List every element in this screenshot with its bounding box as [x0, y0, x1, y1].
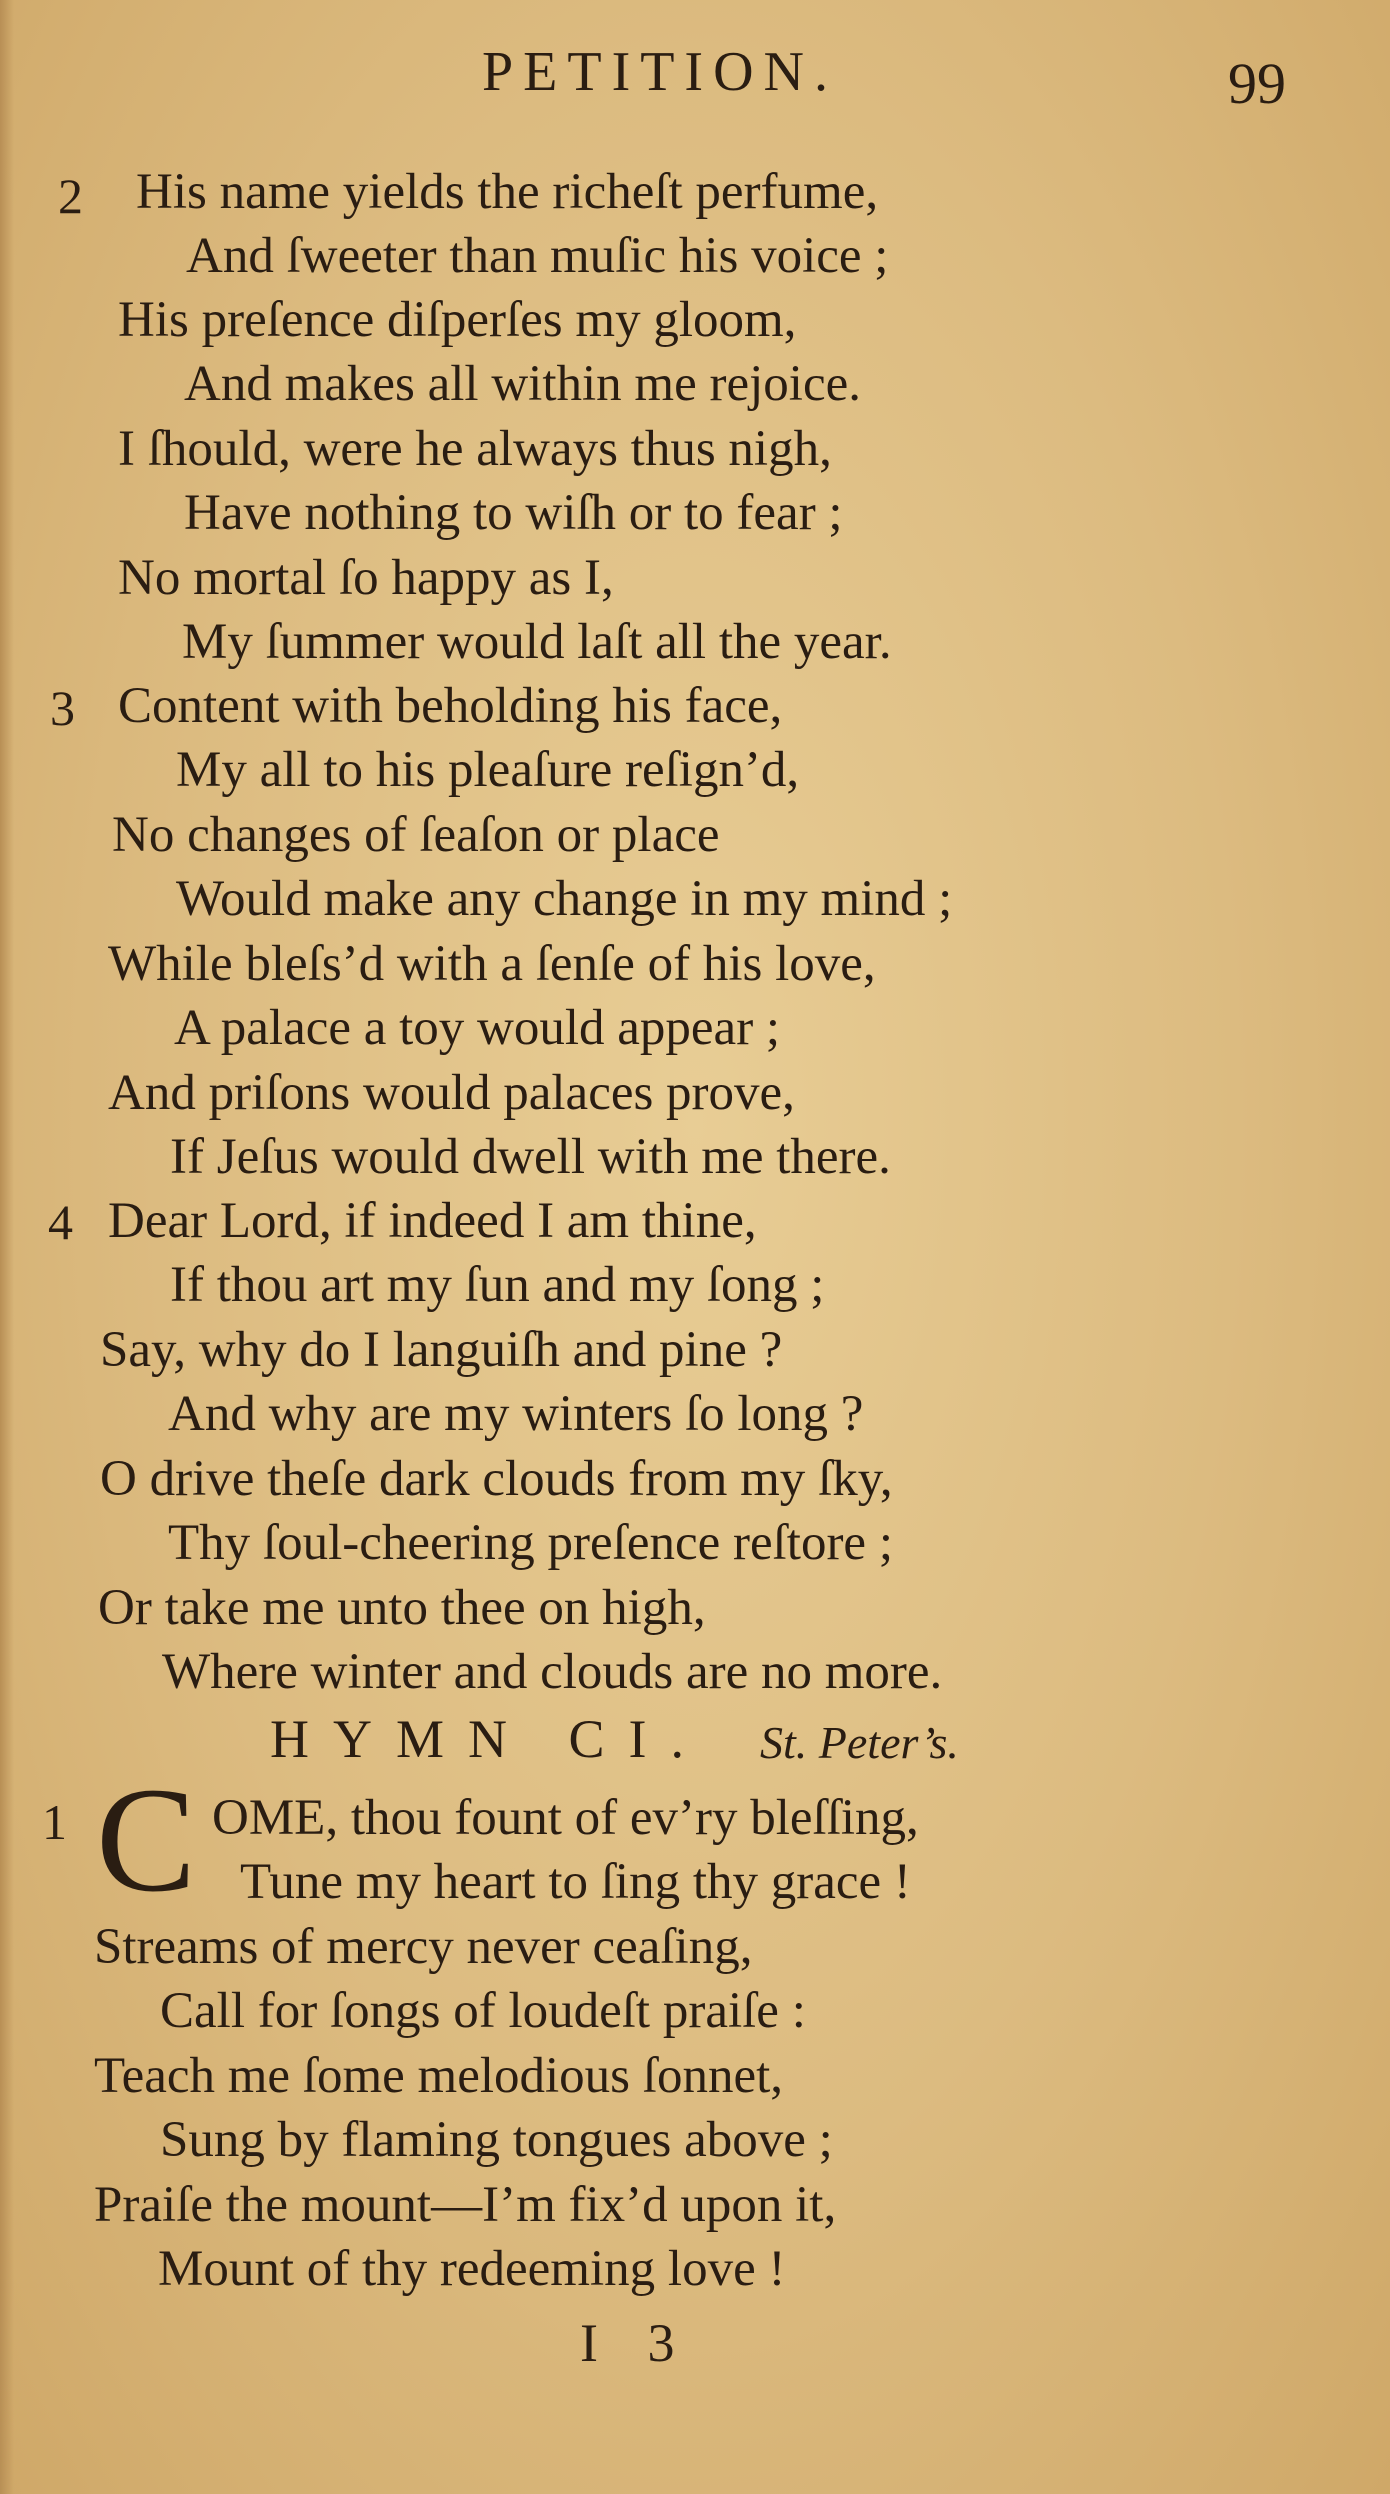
verse-line: Mount of thy redeeming love ! [158, 2241, 786, 2297]
verse-line: And makes all within me rejoice. [184, 356, 861, 412]
page-number: 99 [1228, 51, 1286, 116]
verse-line: If thou art my ſun and my ſong ; [170, 1257, 825, 1313]
signature-mark: I 3 [580, 2313, 693, 2373]
verse-line: O drive theſe dark clouds from my ſky, [100, 1451, 893, 1507]
verse-line: Sung by flaming tongues above ; [160, 2112, 833, 2168]
verse-line: A palace a toy would appear ; [174, 1000, 781, 1056]
verse-line: Would make any change in my mind ; [176, 871, 953, 927]
verse-line: If Jeſus would dwell with me there. [170, 1129, 891, 1185]
verse-line: Tune my heart to ſing thy grace ! [240, 1854, 911, 1910]
verse-line: My ſummer would laſt all the year. [182, 614, 892, 670]
verse-line: Teach me ſome melodious ſonnet, [94, 2048, 783, 2104]
running-title: PETITION. [482, 41, 838, 103]
verse-line: OME, thou fount of ev’ry bleſſing, [212, 1790, 919, 1846]
stanza-number: 3 [50, 680, 75, 736]
verse-line: Say, why do I languiſh and pine ? [100, 1322, 783, 1378]
stanza-number: 4 [48, 1194, 73, 1250]
verse-line: Or take me unto thee on high, [98, 1580, 706, 1636]
verse-line: Streams of mercy never ceaſing, [94, 1919, 753, 1975]
verse-line: Where winter and clouds are no more. [162, 1644, 943, 1700]
verse-line: His preſence diſperſes my gloom, [118, 292, 797, 348]
verse-line: Thy ſoul-cheering preſence reſtore ; [168, 1515, 893, 1571]
verse-line: And ſweeter than muſic his voice ; [186, 228, 889, 284]
verse-line: Call for ſongs of loudeſt praiſe : [160, 1983, 806, 2039]
verse-line: No changes of ſeaſon or place [112, 807, 720, 863]
hymn-tune: St. Peter’s. [760, 1717, 959, 1768]
verse-line: His name yields the richeſt perfume, [136, 164, 879, 220]
page-header [0, 40, 1390, 120]
verse-line: Praiſe the mount—I’m fix’d upon it, [94, 2177, 837, 2233]
hymn-heading: HYMN CI. [270, 1709, 709, 1769]
verse-line: Have nothing to wiſh or to fear ; [184, 485, 843, 541]
page-edge-shadow [0, 0, 14, 2494]
verse-line: And priſons would palaces prove, [108, 1065, 795, 1121]
stanza-number: 2 [58, 168, 83, 224]
verse-line: I ſhould, were he always thus nigh, [118, 421, 832, 477]
verse-line: And why are my winters ſo long ? [168, 1386, 864, 1442]
verse-line: Content with beholding his face, [118, 678, 783, 734]
verse-line: Dear Lord, if indeed I am thine, [108, 1193, 757, 1249]
verse-line: No mortal ſo happy as I, [118, 550, 614, 606]
verse-line: While bleſs’d with a ſenſe of his love, [108, 936, 876, 992]
verse-line: My all to his pleaſure reſign’d, [176, 742, 800, 798]
stanza-number: 1 [42, 1794, 67, 1850]
drop-cap: C [96, 1757, 197, 1923]
